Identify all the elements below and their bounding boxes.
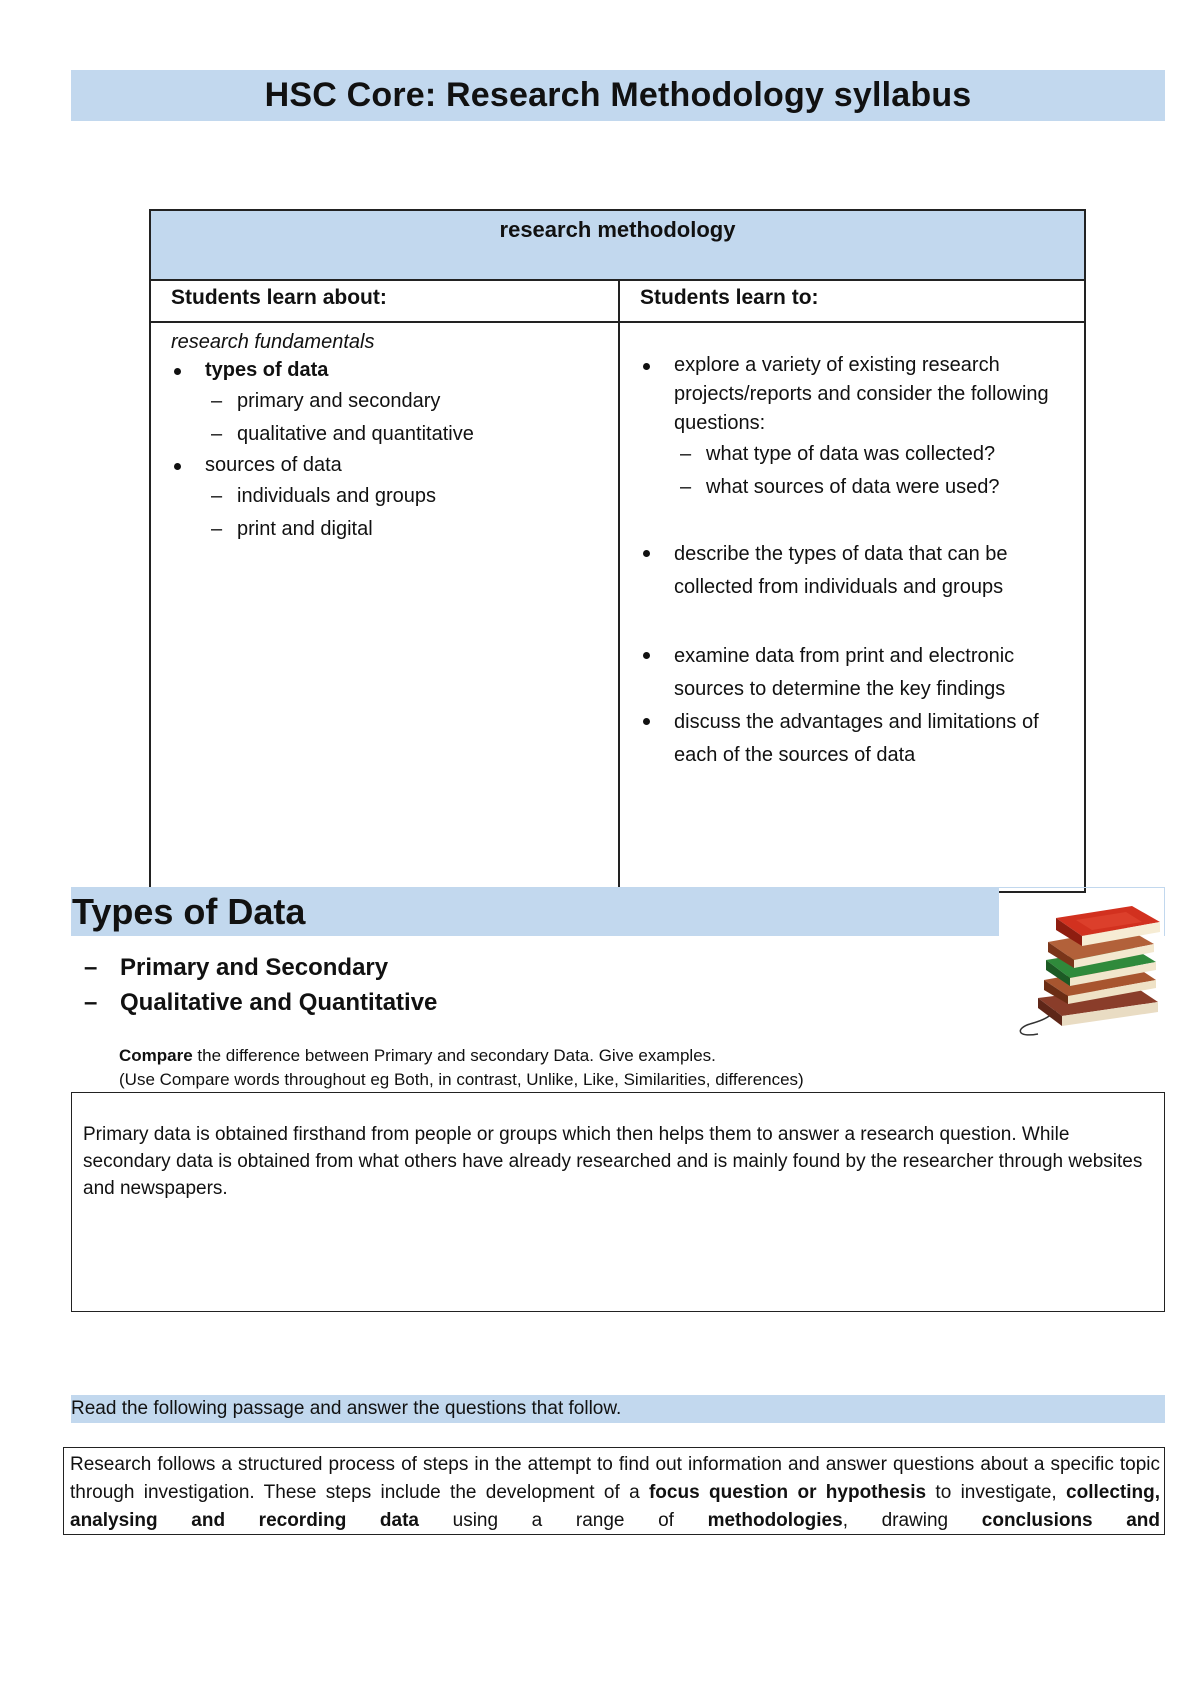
list-item: discuss the advantages and limitations of each of the sources of data <box>640 706 1064 772</box>
learn-about-cell <box>150 322 619 892</box>
list-subitem: – primary and secondary <box>205 385 598 418</box>
answer-text: Primary data is obtained firsthand from people or groups which then helps them to answer a research question. While secondary data is obtained from what others have already researched and is mainly found by the researcher through websites and newspapers. <box>83 1124 1143 1199</box>
section-heading-types: Types of Data <box>71 887 999 936</box>
list-item: types of data – primary and secondary – qualitative and quantitative <box>171 356 598 451</box>
list-item: examine data from print and electronic sources to determine the key findings <box>640 640 1064 706</box>
list-item: explore a variety of existing research projects/reports and consider the following questions: – what type of data was collected? – what sources of data were used? <box>640 351 1064 504</box>
list-item: describe the types of data that can be collected from individuals and groups <box>640 538 1064 604</box>
compare-instruction <box>119 1044 804 1092</box>
answer-box[interactable] <box>71 1092 1165 1312</box>
compare-text: the difference between Primary and secondary Data. Give examples. <box>192 1046 716 1065</box>
topic-label: research fundamentals <box>171 331 375 353</box>
syllabus-table <box>149 209 1086 893</box>
stacked-books-icon <box>1008 898 1170 1038</box>
learn-to-cell <box>619 322 1085 892</box>
subheading-qualitative-quantitative: – Qualitative and Quantitative <box>80 985 437 1020</box>
syllabus-heading: research methodology <box>150 210 1085 280</box>
compare-keyword: Compare <box>119 1046 193 1065</box>
reading-instruction: Read the following passage and answer the questions that follow. <box>71 1395 1165 1423</box>
list-subitem: – qualitative and quantitative <box>205 418 598 451</box>
types-subheadings <box>80 950 437 1020</box>
list-subitem: – print and digital <box>205 513 598 546</box>
col-head-learn-to: Students learn to: <box>619 280 1085 322</box>
list-subitem: – what type of data was collected? <box>674 438 1064 471</box>
page-title: HSC Core: Research Methodology syllabus <box>71 70 1165 121</box>
subheading-primary-secondary: – Primary and Secondary <box>80 950 437 985</box>
reading-passage: Research follows a structured process of steps in the attempt to find out information and answer questions about a specific topic through investigation. These steps include the development of a focus question or hypothesis to investigate, collecting, analysing and recording data using a range of methodologies, drawing conclusions and <box>63 1447 1165 1535</box>
list-subitem: – what sources of data were used? <box>674 471 1064 504</box>
compare-note: (Use Compare words throughout eg Both, in contrast, Unlike, Like, Similarities, differences) <box>119 1070 804 1089</box>
col-head-learn-about: Students learn about: <box>150 280 619 322</box>
list-subitem: – individuals and groups <box>205 480 598 513</box>
list-item: sources of data – individuals and groups – print and digital <box>171 451 598 546</box>
